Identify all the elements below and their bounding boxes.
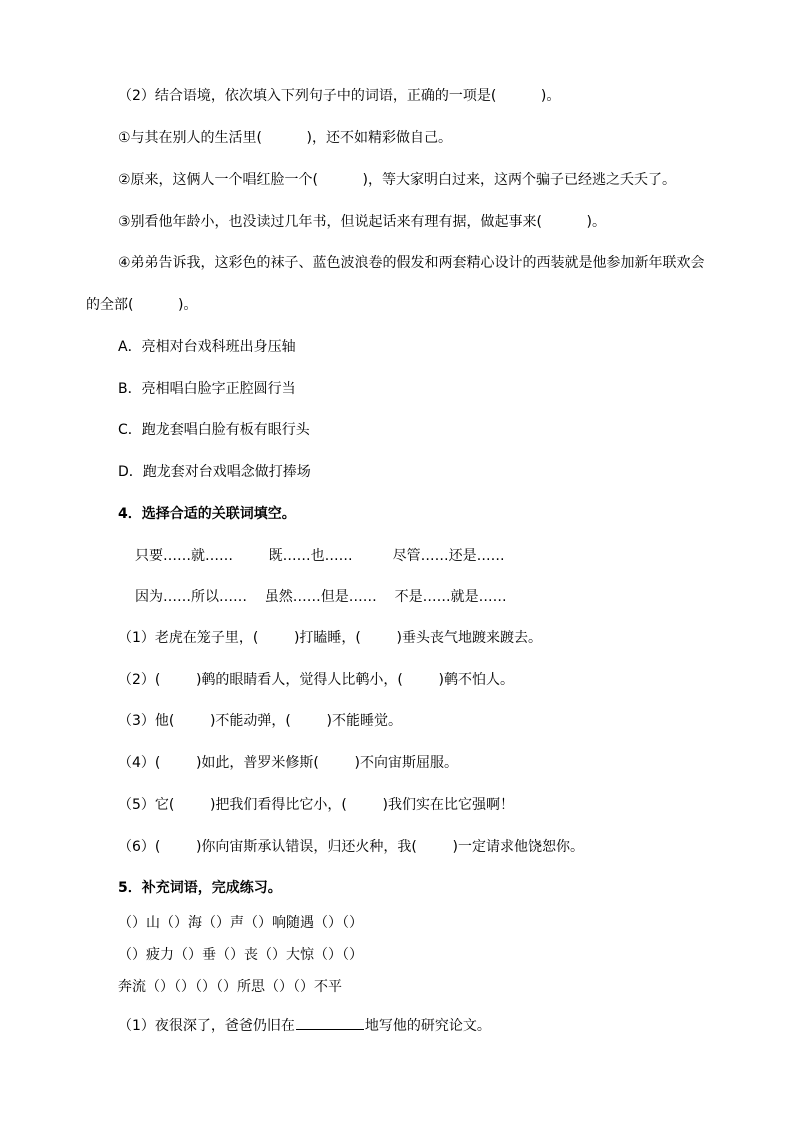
q4-item-4: （4）( )如此，普罗米修斯( )不向宙斯屈服。 — [118, 755, 458, 771]
q3-sentence-4: ④弟弟告诉我，这彩色的袜子、蓝色波浪卷的假发和两套精心设计的西装就是他参加新年联欢会 — [118, 255, 705, 271]
q4-word-row-2: 因为……所以…… 虽然……但是…… 不是……就是…… — [135, 589, 507, 605]
q3-sentence-2: ②原来，这俩人一个唱红脸一个( )，等大家明白过来，这两个骗子已经逃之夭夭了。 — [118, 172, 676, 188]
q4-item-6: （6）( )你向宙斯承认错误，归还火种，我( )一定请求他饶恕你。 — [118, 839, 584, 855]
q3-sentence-4-cont: 的全部( )。 — [86, 297, 198, 313]
q3-sentence-1: ①与其在别人的生活里( )，还不如精彩做自己。 — [118, 130, 452, 146]
q5-row-3: 奔流（）（）（）（）所思（）（）不平 — [118, 979, 342, 995]
q5-item-1 — [118, 1015, 491, 1036]
q5-item-1-after: 地写他的研究论文。 — [364, 1018, 491, 1034]
q5-heading: 5．补充词语，完成练习。 — [118, 880, 282, 896]
q5-row-2: （）疲力（）垂（）丧（）大惊（）（） — [118, 947, 363, 963]
q3-sentence-3: ③别看他年龄小，也没读过几年书，但说起话来有理有据，做起事来( )。 — [118, 214, 606, 230]
q5-row-1: （）山（）海（）声（）响随遇（）（） — [118, 915, 363, 931]
q4-item-1: （1）老虎在笼子里，( )打瞌睡，( )垂头丧气地踱来踱去。 — [118, 630, 542, 646]
q5-item-1-before: （1）夜很深了，爸爸仍旧在 — [118, 1018, 295, 1034]
q4-item-5: （5）它( )把我们看得比它小，( )我们实在比它强啊！ — [118, 797, 514, 813]
q3-part2-stem: （2）结合语境，依次填入下列句子中的词语，正确的一项是( )。 — [118, 88, 561, 104]
q4-item-3: （3）他( )不能动弹，( )不能睡觉。 — [118, 713, 402, 729]
q4-word-row-1: 只要……就…… 既……也…… 尽管……还是…… — [135, 548, 505, 564]
answer-blank[interactable] — [296, 1015, 364, 1030]
q4-heading: 4．选择合适的关联词填空。 — [118, 506, 296, 522]
q3-option-b: B．亮相唱白脸字正腔圆行当 — [118, 381, 296, 397]
q4-item-2: （2）( )鹌的眼睛看人，觉得人比鹌小，( )鹌不怕人。 — [118, 672, 514, 688]
q3-option-c: C．跑龙套唱白脸有板有眼行头 — [118, 422, 310, 438]
q3-option-d: D．跑龙套对台戏唱念做打捧场 — [118, 464, 311, 480]
q3-option-a: A．亮相对台戏科班出身压轴 — [118, 339, 296, 355]
